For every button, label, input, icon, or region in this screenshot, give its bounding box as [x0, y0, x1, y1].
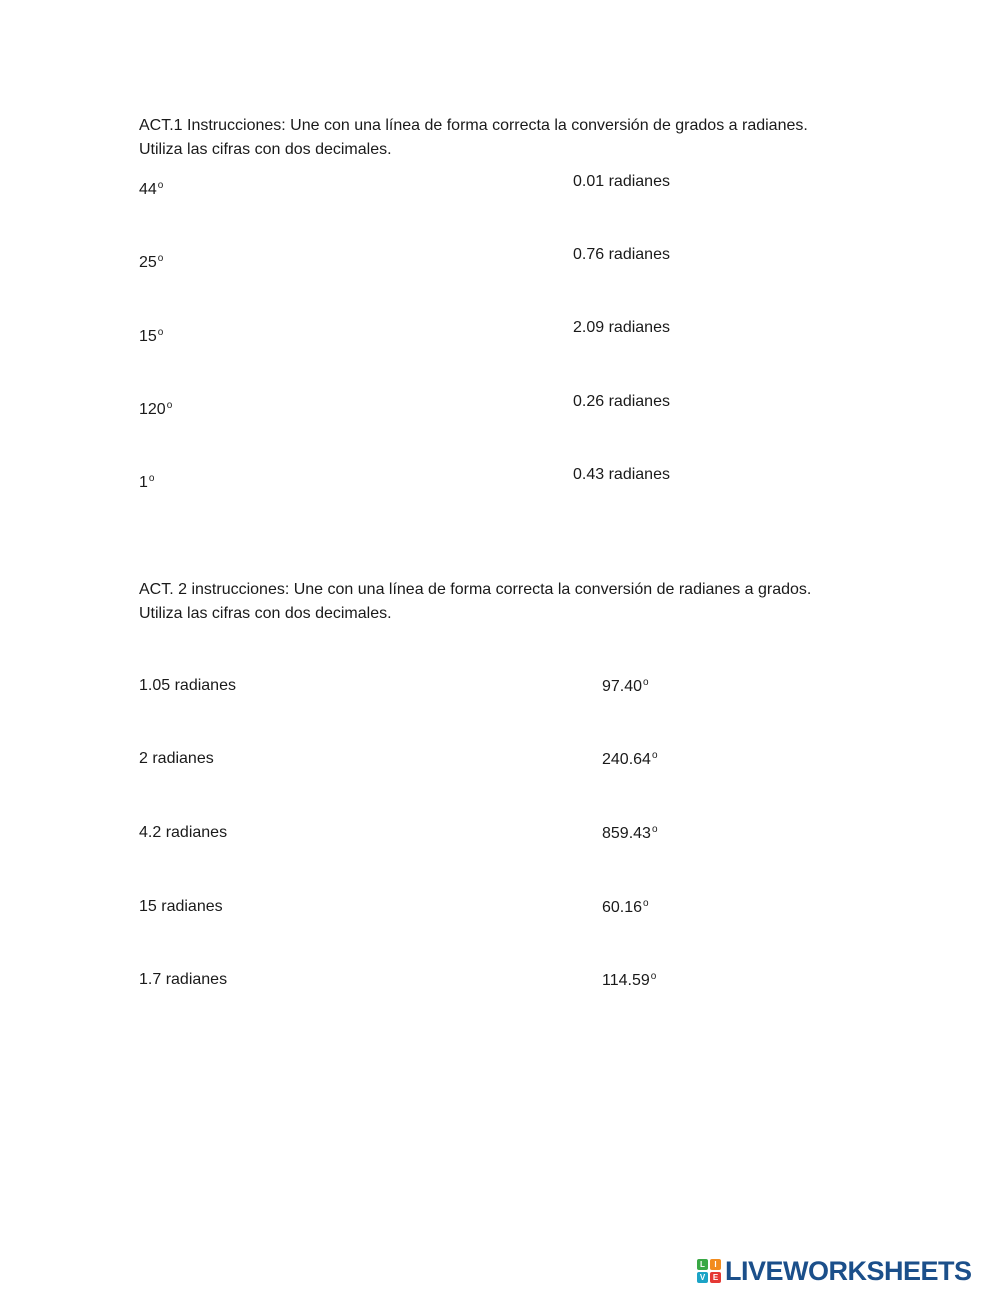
act1-radian-item[interactable]: 2.09 radianes: [573, 319, 670, 336]
degree-symbol: o: [157, 180, 164, 191]
degree-symbol: o: [651, 750, 658, 761]
logo-text: LIVEWORKSHEETS: [725, 1255, 972, 1286]
act2-radian-item[interactable]: 1.7 radianes: [139, 971, 228, 988]
degree-symbol: o: [148, 473, 155, 484]
act2-degree-item[interactable]: [602, 673, 649, 697]
act1-instructions-line1: ACT.1 Instrucciones: Une con una línea de forma correcta la conversión de grados a radianes.: [139, 117, 808, 134]
act1-degree-value: 15: [139, 328, 157, 345]
act2-degree-value: 114.59: [602, 972, 650, 989]
logo-letter-l: L: [697, 1259, 708, 1270]
act1-radian-item[interactable]: 0.43 radianes: [573, 466, 670, 483]
act2-instructions: [139, 578, 859, 626]
act1-radian-item[interactable]: 0.26 radianes: [573, 393, 670, 410]
act2-instructions-line2: Utiliza las cifras con dos decimales.: [139, 605, 392, 622]
logo-letter-e: E: [710, 1272, 721, 1283]
act2-degree-item[interactable]: [602, 820, 658, 844]
act2-degree-value: 240.64: [602, 751, 651, 768]
act1-radian-item[interactable]: 0.76 radianes: [573, 246, 670, 263]
act2-degree-item[interactable]: [602, 967, 656, 991]
degree-symbol: o: [643, 677, 649, 688]
act2-degree-value: 859.43: [602, 825, 651, 842]
act2-degree-item[interactable]: [602, 894, 649, 918]
act1-degree-item[interactable]: [139, 469, 154, 493]
act1-degree-item[interactable]: [139, 323, 163, 347]
act2-degree-item[interactable]: [602, 746, 658, 770]
act2-degree-value: 60.16: [602, 899, 643, 916]
liveworksheets-logo: [697, 1256, 972, 1286]
act1-degree-item[interactable]: [139, 176, 163, 200]
act1-degree-value: 1: [139, 474, 148, 491]
degree-symbol: o: [166, 400, 173, 411]
act1-instructions: [139, 114, 859, 162]
act2-degree-value: 97.40: [602, 678, 643, 695]
act2-radian-item[interactable]: 1.05 radianes: [139, 677, 236, 694]
degree-symbol: o: [643, 898, 649, 909]
degree-symbol: o: [650, 971, 657, 982]
act1-degree-value: 44: [139, 181, 157, 198]
act1-radian-item[interactable]: 0.01 radianes: [573, 173, 670, 190]
act2-instructions-line1: ACT. 2 instrucciones: Une con una línea de forma correcta la conversión de radianes a grados.: [139, 581, 812, 598]
act1-degree-value: 25: [139, 254, 157, 271]
degree-symbol: o: [651, 824, 658, 835]
logo-letter-i: I: [710, 1259, 721, 1270]
act1-degree-item[interactable]: [139, 249, 163, 273]
act1-instructions-line2: Utiliza las cifras con dos decimales.: [139, 141, 392, 158]
act1-degree-item[interactable]: [139, 396, 172, 420]
act2-radian-item[interactable]: 4.2 radianes: [139, 824, 228, 841]
degree-symbol: o: [157, 327, 164, 338]
logo-mark-icon: [697, 1259, 721, 1283]
act2-radian-item[interactable]: 15 radianes: [139, 898, 223, 915]
act1-degree-value: 120: [139, 401, 166, 418]
logo-letter-v: V: [697, 1272, 708, 1283]
degree-symbol: o: [157, 253, 164, 264]
act2-radian-item[interactable]: 2 radianes: [139, 750, 214, 767]
